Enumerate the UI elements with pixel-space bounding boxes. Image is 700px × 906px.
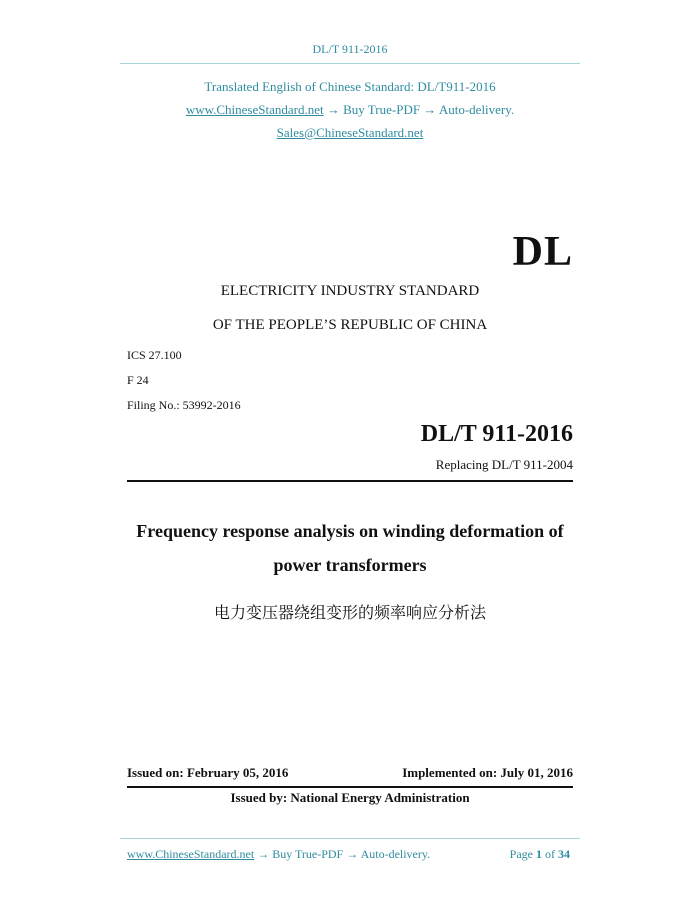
footer-buy-line <box>127 847 430 862</box>
classification-code: F 24 <box>127 373 149 387</box>
translation-note: Translated English of Chinese Standard: DL/T911-2016 <box>204 79 496 94</box>
site-link[interactable]: www.ChineseStandard.net <box>185 102 324 117</box>
implemented-date: Implemented on: July 01, 2016 <box>402 765 573 780</box>
footer-divider <box>120 838 580 839</box>
buy-text: → Buy True-PDF → Auto-delivery. <box>323 102 515 117</box>
page-indicator <box>510 847 570 862</box>
issued-date: Issued on: February 05, 2016 <box>127 765 289 780</box>
buy-line <box>0 102 700 118</box>
issue-divider <box>127 786 573 788</box>
running-header: DL/T 911-2016 <box>312 42 388 56</box>
filing-number: Filing No.: 53992-2016 <box>127 398 241 412</box>
page-label: Page <box>509 847 536 861</box>
ics-code: ICS 27.100 <box>127 348 182 362</box>
page-total: 34 <box>558 847 570 861</box>
title-en-line-2: power transformers <box>273 555 427 575</box>
replacing-note: Replacing DL/T 911-2004 <box>435 457 573 472</box>
standard-number: DL/T 911-2016 <box>420 421 573 447</box>
title-divider <box>127 480 573 482</box>
page-of: of <box>542 847 558 861</box>
sales-email-link[interactable]: Sales@ChineseStandard.net <box>276 125 424 140</box>
title-en-line-1: Frequency response analysis on winding deformation of <box>136 521 564 541</box>
page-current: 1 <box>536 847 542 861</box>
org-line-2: OF THE PEOPLE’S REPUBLIC OF CHINA <box>212 317 488 333</box>
title-cn: 电力变压器绕组变形的频率响应分析法 <box>213 603 486 622</box>
footer-buy-text: → Buy True-PDF → Auto-delivery. <box>254 847 431 861</box>
sales-line <box>0 125 700 141</box>
issuing-authority: Issued by: National Energy Administration <box>230 790 470 805</box>
footer-site-link[interactable]: www.ChineseStandard.net <box>127 847 255 861</box>
standard-prefix: DL <box>512 229 573 275</box>
header-divider <box>120 63 580 64</box>
org-line-1: ELECTRICITY INDUSTRY STANDARD <box>220 283 480 299</box>
